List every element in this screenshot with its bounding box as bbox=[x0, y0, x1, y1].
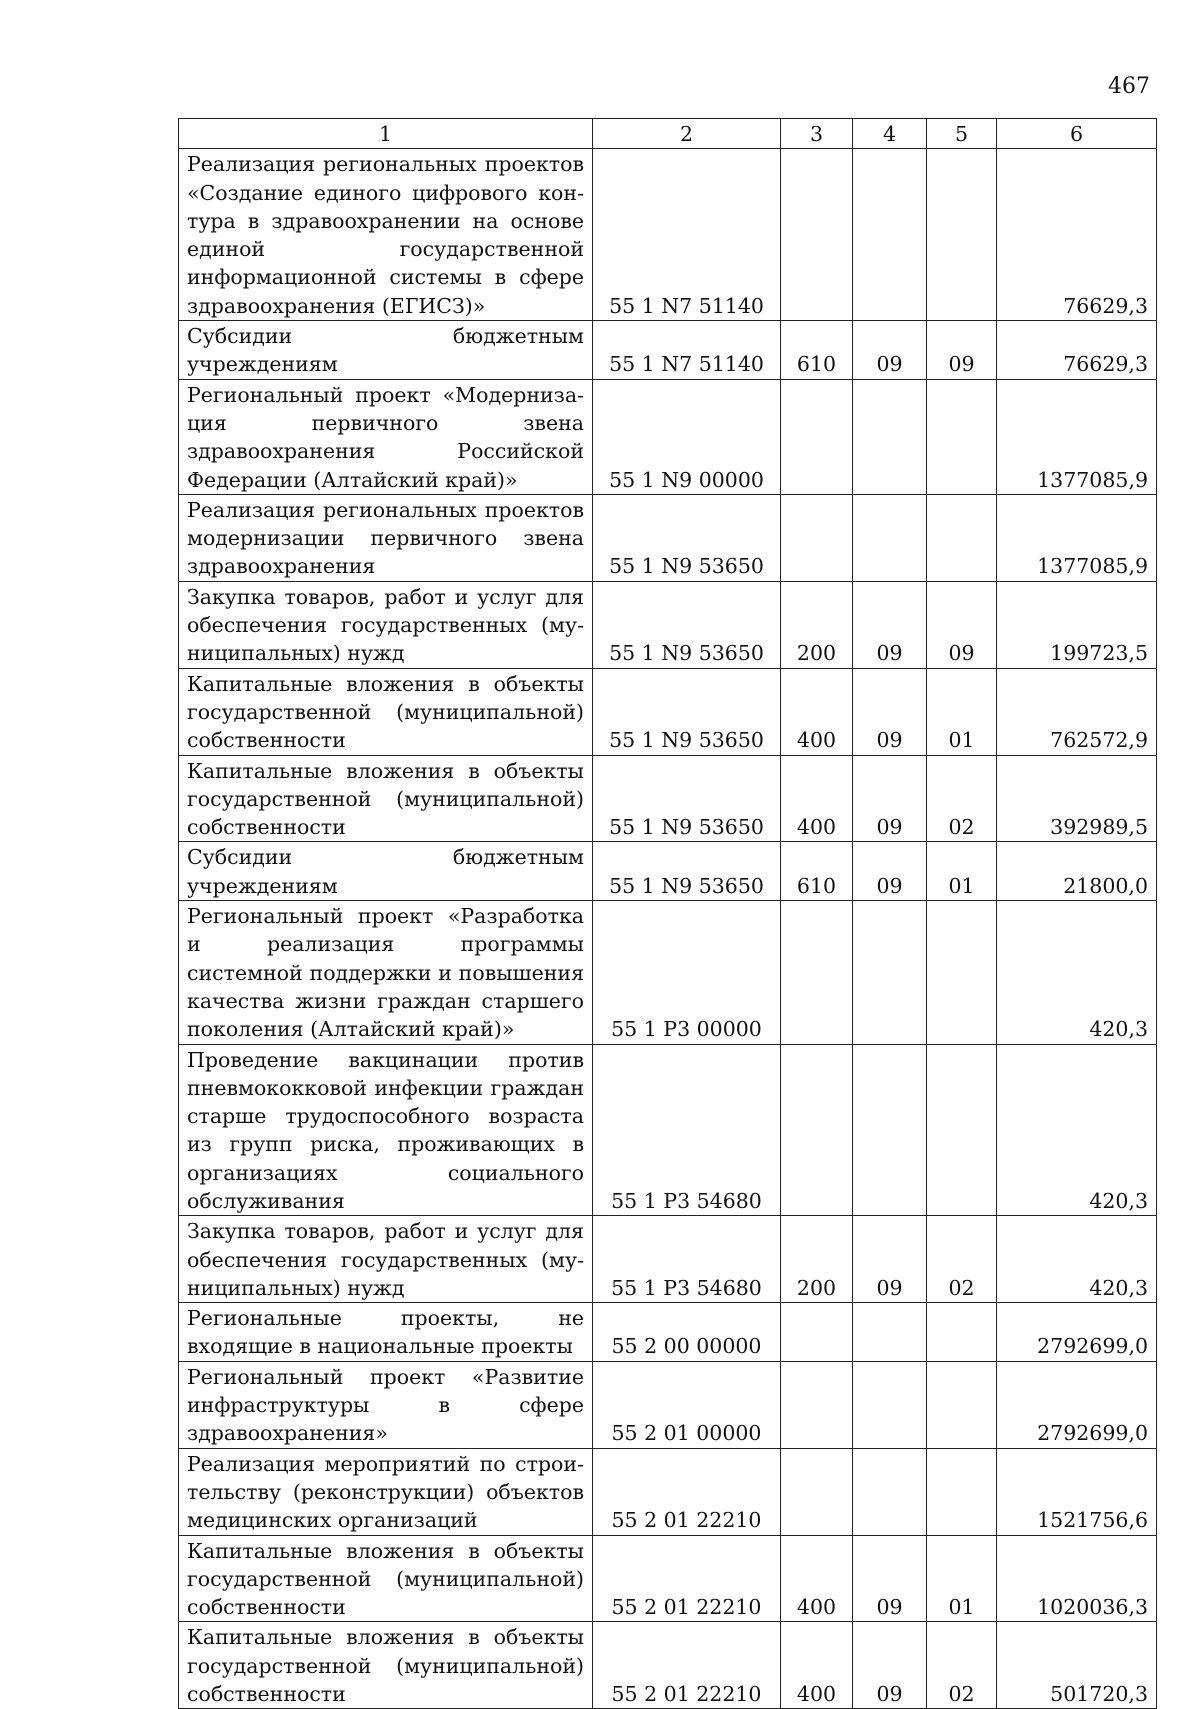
cell-3: 400 bbox=[781, 755, 853, 842]
cell-5 bbox=[927, 1361, 997, 1448]
table-row bbox=[179, 842, 1157, 901]
cell-3: 400 bbox=[781, 668, 853, 755]
cell-code: 55 1 N9 53650 bbox=[593, 581, 781, 668]
cell-code: 55 1 P3 00000 bbox=[593, 901, 781, 1044]
cell-5: 01 bbox=[927, 842, 997, 901]
cell-name: Субсидии бюджетным учреждениям bbox=[179, 842, 593, 901]
cell-3 bbox=[781, 1361, 853, 1448]
cell-sum: 1020036,3 bbox=[997, 1535, 1157, 1622]
cell-5 bbox=[927, 901, 997, 1044]
cell-name: Закупка товаров, работ и услуг для обеспечения государственных (муниципальных) нужд bbox=[179, 1216, 593, 1303]
cell-4: 09 bbox=[853, 842, 927, 901]
cell-3 bbox=[781, 1448, 853, 1535]
cell-4 bbox=[853, 149, 927, 321]
table-row bbox=[179, 494, 1157, 581]
cell-3 bbox=[781, 379, 853, 494]
table-row bbox=[179, 581, 1157, 668]
cell-4 bbox=[853, 379, 927, 494]
cell-5 bbox=[927, 149, 997, 321]
cell-4 bbox=[853, 1361, 927, 1448]
cell-3 bbox=[781, 901, 853, 1044]
cell-sum: 420,3 bbox=[997, 1216, 1157, 1303]
cell-name: Капитальные вложения в объекты государственной (муниципальной) собственности bbox=[179, 755, 593, 842]
cell-3: 610 bbox=[781, 842, 853, 901]
cell-3 bbox=[781, 149, 853, 321]
header-row bbox=[179, 119, 1157, 149]
cell-sum: 76629,3 bbox=[997, 321, 1157, 380]
cell-3: 200 bbox=[781, 1216, 853, 1303]
table-body bbox=[179, 149, 1157, 1709]
cell-sum: 1377085,9 bbox=[997, 494, 1157, 581]
cell-name: Капитальные вложения в объекты государственной (муниципальной) собственности bbox=[179, 1622, 593, 1709]
cell-name: Региональный проект «Развитие инфраструктуры в сфере здравоохранения» bbox=[179, 1361, 593, 1448]
cell-name: Субсидии бюджетным учреждениям bbox=[179, 321, 593, 380]
cell-code: 55 2 00 00000 bbox=[593, 1303, 781, 1362]
budget-table bbox=[178, 118, 1157, 1709]
page-number: 467 bbox=[1108, 74, 1150, 99]
table-row bbox=[179, 1216, 1157, 1303]
cell-sum: 1521756,6 bbox=[997, 1448, 1157, 1535]
cell-3: 610 bbox=[781, 321, 853, 380]
cell-3 bbox=[781, 494, 853, 581]
cell-sum: 2792699,0 bbox=[997, 1361, 1157, 1448]
cell-code: 55 2 01 22210 bbox=[593, 1622, 781, 1709]
cell-4: 09 bbox=[853, 1622, 927, 1709]
cell-code: 55 2 01 00000 bbox=[593, 1361, 781, 1448]
column-header-4: 4 bbox=[853, 119, 927, 149]
cell-sum: 1377085,9 bbox=[997, 379, 1157, 494]
cell-4: 09 bbox=[853, 1535, 927, 1622]
column-header-3: 3 bbox=[781, 119, 853, 149]
cell-5: 02 bbox=[927, 1216, 997, 1303]
cell-5 bbox=[927, 1044, 997, 1216]
cell-name: Региональный проект «Модернизация первичного звена здравоохранения Российской Федерации (Алтайский край)» bbox=[179, 379, 593, 494]
cell-code: 55 2 01 22210 bbox=[593, 1535, 781, 1622]
cell-5 bbox=[927, 379, 997, 494]
cell-5: 01 bbox=[927, 1535, 997, 1622]
cell-4: 09 bbox=[853, 1216, 927, 1303]
cell-code: 55 1 N7 51140 bbox=[593, 321, 781, 380]
cell-name: Реализация мероприятий по строительству (реконструкции) объектов медицинских организаций bbox=[179, 1448, 593, 1535]
cell-3: 200 bbox=[781, 581, 853, 668]
column-header-sum: 6 bbox=[997, 119, 1157, 149]
cell-4: 09 bbox=[853, 755, 927, 842]
cell-sum: 2792699,0 bbox=[997, 1303, 1157, 1362]
cell-code: 55 1 N7 51140 bbox=[593, 149, 781, 321]
cell-3: 400 bbox=[781, 1535, 853, 1622]
cell-4 bbox=[853, 901, 927, 1044]
cell-3 bbox=[781, 1303, 853, 1362]
table-row bbox=[179, 1535, 1157, 1622]
cell-name: Проведение вакцинации против пневмококковой инфекции граждан старше трудоспособного возраста из групп риска, проживающих в организациях социального обслуживания bbox=[179, 1044, 593, 1216]
table-row bbox=[179, 1303, 1157, 1362]
cell-sum: 501720,3 bbox=[997, 1622, 1157, 1709]
cell-sum: 420,3 bbox=[997, 901, 1157, 1044]
table-row bbox=[179, 1622, 1157, 1709]
cell-code: 55 1 N9 53650 bbox=[593, 494, 781, 581]
cell-sum: 392989,5 bbox=[997, 755, 1157, 842]
cell-5: 02 bbox=[927, 1622, 997, 1709]
cell-name: Реализация региональных проектов модернизации первичного звена здравоохранения bbox=[179, 494, 593, 581]
table-row bbox=[179, 1044, 1157, 1216]
cell-code: 55 1 P3 54680 bbox=[593, 1044, 781, 1216]
cell-code: 55 1 N9 00000 bbox=[593, 379, 781, 494]
cell-sum: 420,3 bbox=[997, 1044, 1157, 1216]
cell-4: 09 bbox=[853, 581, 927, 668]
table-row bbox=[179, 668, 1157, 755]
column-header-5: 5 bbox=[927, 119, 997, 149]
cell-code: 55 1 N9 53650 bbox=[593, 755, 781, 842]
cell-name: Закупка товаров, работ и услуг для обеспечения государственных (муниципальных) нужд bbox=[179, 581, 593, 668]
table-row bbox=[179, 901, 1157, 1044]
cell-5 bbox=[927, 1448, 997, 1535]
cell-3: 400 bbox=[781, 1622, 853, 1709]
table-row bbox=[179, 379, 1157, 494]
cell-name: Капитальные вложения в объекты государственной (муниципальной) собственности bbox=[179, 668, 593, 755]
table-row bbox=[179, 149, 1157, 321]
cell-5: 09 bbox=[927, 581, 997, 668]
table-row bbox=[179, 1361, 1157, 1448]
table-row bbox=[179, 755, 1157, 842]
cell-sum: 762572,9 bbox=[997, 668, 1157, 755]
cell-code: 55 1 N9 53650 bbox=[593, 842, 781, 901]
column-header-code: 2 bbox=[593, 119, 781, 149]
cell-5: 01 bbox=[927, 668, 997, 755]
cell-4: 09 bbox=[853, 321, 927, 380]
cell-code: 55 2 01 22210 bbox=[593, 1448, 781, 1535]
cell-4 bbox=[853, 1044, 927, 1216]
cell-5 bbox=[927, 494, 997, 581]
cell-4 bbox=[853, 1448, 927, 1535]
cell-5: 02 bbox=[927, 755, 997, 842]
cell-5 bbox=[927, 1303, 997, 1362]
cell-4: 09 bbox=[853, 668, 927, 755]
table-header bbox=[179, 119, 1157, 149]
column-header-name: 1 bbox=[179, 119, 593, 149]
cell-sum: 21800,0 bbox=[997, 842, 1157, 901]
cell-sum: 76629,3 bbox=[997, 149, 1157, 321]
table-row bbox=[179, 1448, 1157, 1535]
cell-name: Региональный проект «Разработка и реализация программы системной поддержки и повышения качества жизни граждан старшего поколения (Алтайский край)» bbox=[179, 901, 593, 1044]
cell-code: 55 1 P3 54680 bbox=[593, 1216, 781, 1303]
cell-name: Реализация региональных проектов «Создание единого цифрового контура в здравоохранении на основе единой государственной информационной системы в сфере здравоохранения (ЕГИСЗ)» bbox=[179, 149, 593, 321]
cell-4 bbox=[853, 1303, 927, 1362]
cell-name: Капитальные вложения в объекты государственной (муниципальной) собственности bbox=[179, 1535, 593, 1622]
cell-3 bbox=[781, 1044, 853, 1216]
table-row bbox=[179, 321, 1157, 380]
cell-name: Региональные проекты, не входящие в национальные проекты bbox=[179, 1303, 593, 1362]
cell-5: 09 bbox=[927, 321, 997, 380]
cell-sum: 199723,5 bbox=[997, 581, 1157, 668]
cell-code: 55 1 N9 53650 bbox=[593, 668, 781, 755]
cell-4 bbox=[853, 494, 927, 581]
